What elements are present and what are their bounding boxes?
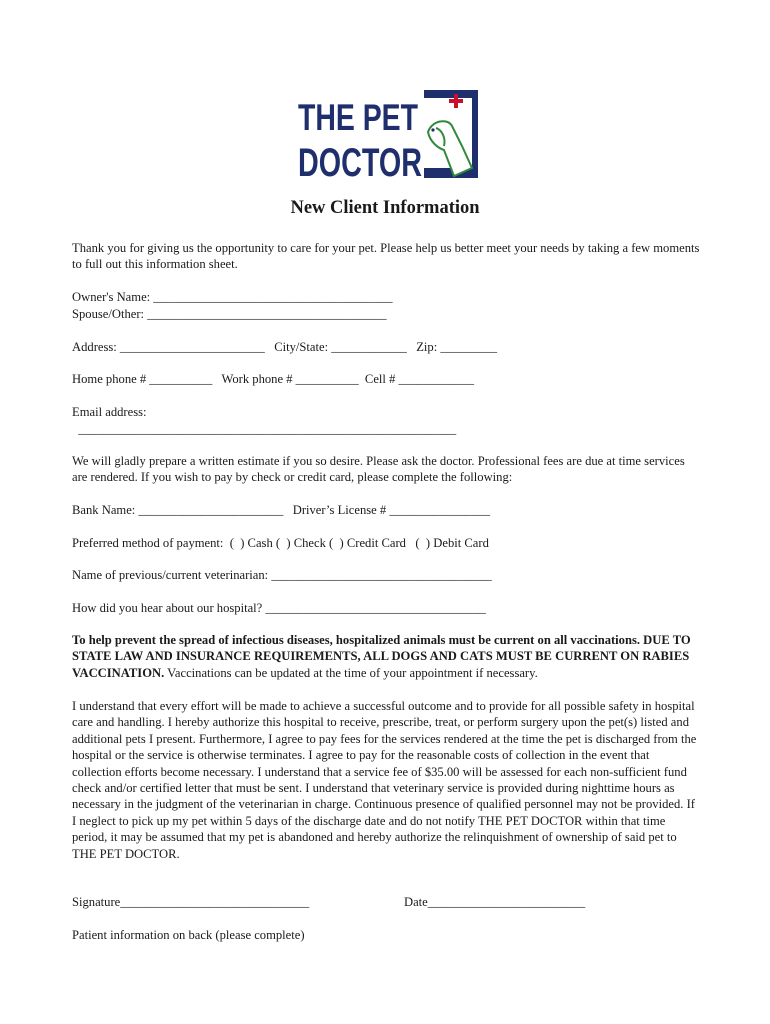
referral-source-field[interactable]: How did you hear about our hospital? ___________________________________ xyxy=(72,601,486,615)
email-label: Email address: xyxy=(72,405,147,419)
phone-fields[interactable]: Home phone # __________ Work phone # __________ Cell # ____________ xyxy=(72,372,475,386)
vaccination-requirement-bold: To help prevent the spread of infectious diseases, hospitalized animals must be current on all vaccinations. DUE TO STATE LAW AND INSURANCE REQUIREMENTS, ALL DOGS AND CATS MUST BE CURRENT ON RABIES VACCINATION. xyxy=(72,633,691,680)
the-pet-doctor-logo xyxy=(296,88,480,180)
payment-method-options[interactable]: Preferred method of payment: ( ) Cash ( ) Check ( ) Credit Card ( ) Debit Card xyxy=(72,536,489,550)
address-fields[interactable]: Address: _______________________ City/State: ____________ Zip: _________ xyxy=(72,340,498,354)
logo-line-2: DOCTOR xyxy=(298,141,423,180)
bank-license-fields[interactable]: Bank Name: _______________________ Driver’s License # ________________ xyxy=(72,503,491,517)
vaccination-notice xyxy=(72,632,700,681)
form-title: New Client Information xyxy=(290,198,480,218)
spouse-other-field[interactable]: Spouse/Other: ______________________________________ xyxy=(72,307,387,321)
date-field[interactable]: Date_________________________ xyxy=(404,895,586,909)
signature-field[interactable]: Signature______________________________ xyxy=(72,895,310,909)
estimate-text: We will gladly prepare a written estimate if you so desire. Please ask the doctor. Professional fees are due at time services are rendered. If you wish to pay by check or credit card, please complete the following: xyxy=(72,454,685,485)
previous-vet-field[interactable]: Name of previous/current veterinarian: ___________________________________ xyxy=(72,568,492,582)
owner-name-field[interactable]: Owner's Name: ______________________________________ xyxy=(72,290,393,304)
logo-line-1: THE PET xyxy=(298,97,419,138)
patient-info-note: Patient information on back (please complete) xyxy=(72,928,305,942)
intro-text: Thank you for giving us the opportunity to care for your pet. Please help us better meet your needs by taking a few moments to full out this information sheet. xyxy=(72,241,700,272)
authorization-text: I understand that every effort will be made to achieve a successful outcome and to provide for all possible safety in hospital care and handling. I hereby authorize this hospital to receive, prescribe, treat, or perform surgery upon the pet(s) listed and additional pets I present. Furthermore, I agree to pay fees for the services rendered at the time the pet is discharged from the hospital or the service is otherwise terminates. I agree to pay for the reasonable costs of collection in the event that collection efforts become necessary. I understand that a service fee of $35.00 will be assessed for each non-sufficient fund check and/or certified letter that must be sent. I understand that veterinary service is provided during nighttime hours as necessary in the judgment of the veterinarian in charge. Continuous presence of qualified personnel may not be provided. If I neglect to pick up my pet within 5 days of the discharge date and do not notify THE PET DOCTOR within that time period, it may be assumed that my pet is abandoned and hereby authorize the relinquishment of ownership of said pet to THE PET DOCTOR. xyxy=(72,699,697,861)
dog-with-cross-icon xyxy=(424,90,478,178)
vaccination-update-note: Vaccinations can be updated at the time of your appointment if necessary. xyxy=(164,665,538,680)
email-field[interactable]: ____________________________________________________________ xyxy=(72,422,457,436)
